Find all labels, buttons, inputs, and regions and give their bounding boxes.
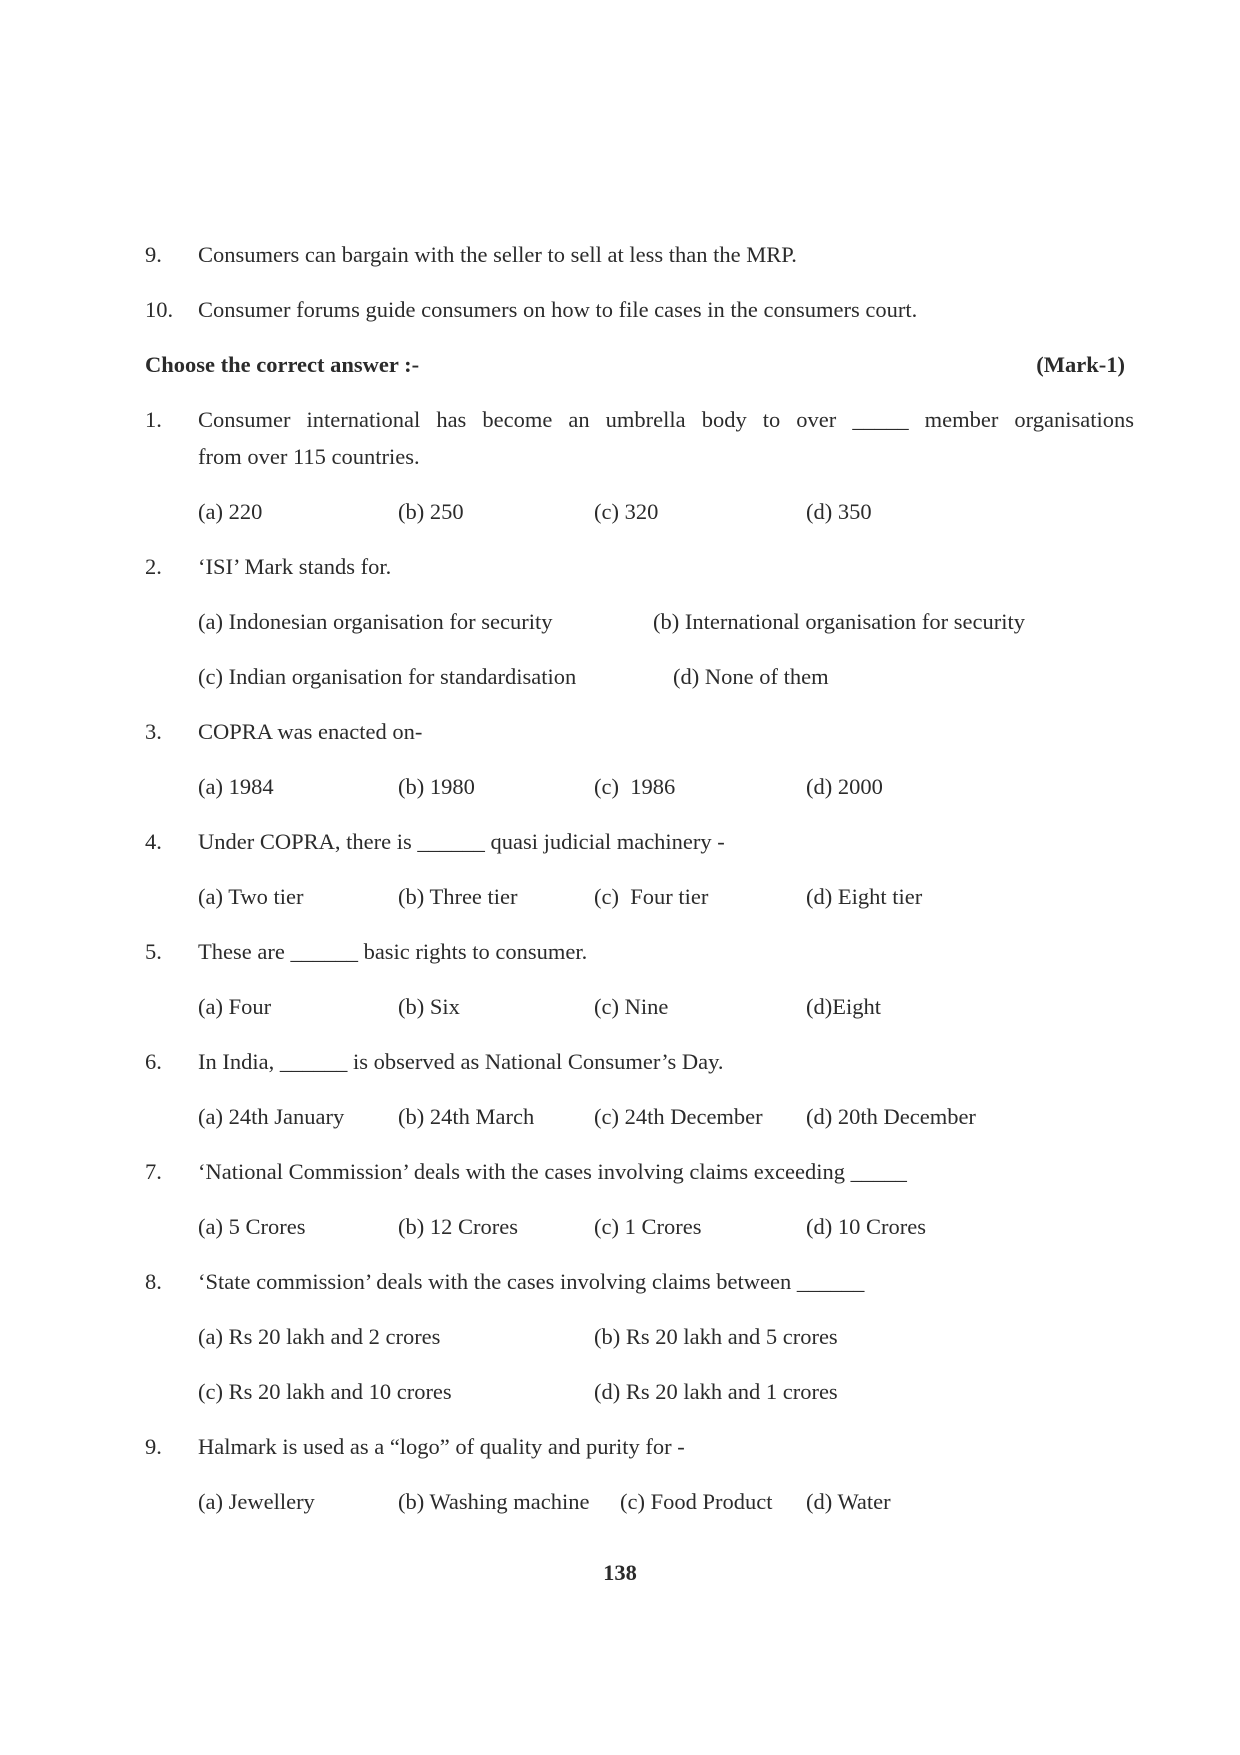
- section-marks: (Mark-1): [1036, 352, 1125, 377]
- statement-text: Consumer forums guide consumers on how to file cases in the consumers court.: [198, 297, 918, 322]
- option-c: (c) Rs 20 lakh and 10 crores: [198, 1379, 452, 1404]
- option-c: (c) Food Product: [620, 1489, 773, 1514]
- question-number: 2.: [145, 554, 162, 579]
- option-a: (a) Rs 20 lakh and 2 crores: [198, 1324, 441, 1349]
- statement-text: Consumers can bargain with the seller to sell at less than the MRP.: [198, 242, 797, 267]
- option-d: (d) 10 Crores: [806, 1214, 926, 1239]
- option-c: (c) Nine: [594, 994, 669, 1019]
- option-d: (d)Eight: [806, 994, 881, 1019]
- option-d: (d) 2000: [806, 774, 883, 799]
- option-b: (b) Three tier: [398, 884, 518, 909]
- question-text-continued: from over 115 countries.: [198, 444, 420, 469]
- option-c: (c) 1 Crores: [594, 1214, 702, 1239]
- question-text: ‘ISI’ Mark stands for.: [198, 554, 392, 579]
- page-number: 138: [603, 1560, 637, 1585]
- option-a: (a) 1984: [198, 774, 274, 799]
- option-b: (b) 12 Crores: [398, 1214, 518, 1239]
- question-text: Consumer international has become an umbrella body to over _____ member organisations: [198, 407, 1134, 432]
- option-c: (c) Indian organisation for standardisation: [198, 664, 577, 689]
- question-number: 8.: [145, 1269, 162, 1294]
- question-number: 5.: [145, 939, 162, 964]
- option-c: (c) 320: [594, 499, 659, 524]
- option-d: (d) Water: [806, 1489, 891, 1514]
- question-text: These are ______ basic rights to consumer.: [198, 939, 588, 964]
- question-text: In India, ______ is observed as National Consumer’s Day.: [198, 1049, 724, 1074]
- option-d: (d) 350: [806, 499, 872, 524]
- option-a: (a) 24th January: [198, 1104, 345, 1129]
- option-b: (b) International organisation for security: [653, 609, 1025, 634]
- option-d: (d) 20th December: [806, 1104, 976, 1129]
- option-a: (a) Four: [198, 994, 272, 1019]
- question-number: 1.: [145, 407, 162, 432]
- question-text: Halmark is used as a “logo” of quality and purity for -: [198, 1434, 685, 1459]
- statement-number: 10.: [145, 297, 174, 322]
- question-text: Under COPRA, there is ______ quasi judicial machinery -: [198, 829, 725, 854]
- option-b: (b) Rs 20 lakh and 5 crores: [594, 1324, 838, 1349]
- option-c: (c) 1986: [594, 774, 676, 799]
- section-heading: Choose the correct answer :-: [145, 352, 420, 377]
- question-number: 7.: [145, 1159, 162, 1184]
- option-a: (a) 220: [198, 499, 263, 524]
- option-c: (c) Four tier: [594, 884, 709, 909]
- question-number: 4.: [145, 829, 162, 854]
- question-text: ‘National Commission’ deals with the cases involving claims exceeding _____: [198, 1159, 907, 1184]
- option-a: (a) Jewellery: [198, 1489, 315, 1514]
- question-text: ‘State commission’ deals with the cases involving claims between ______: [198, 1269, 865, 1294]
- option-a: (a) Two tier: [198, 884, 304, 909]
- statement-number: 9.: [145, 242, 162, 267]
- option-b: (b) Washing machine: [398, 1489, 590, 1514]
- option-a: (a) 5 Crores: [198, 1214, 306, 1239]
- option-d: (d) Rs 20 lakh and 1 crores: [594, 1379, 838, 1404]
- question-number: 9.: [145, 1434, 162, 1459]
- option-d: (d) Eight tier: [806, 884, 923, 909]
- option-b: (b) 1980: [398, 774, 475, 799]
- option-a: (a) Indonesian organisation for security: [198, 609, 553, 634]
- option-b: (b) 24th March: [398, 1104, 535, 1129]
- question-number: 6.: [145, 1049, 162, 1074]
- option-d: (d) None of them: [673, 664, 829, 689]
- option-b: (b) Six: [398, 994, 460, 1019]
- question-number: 3.: [145, 719, 162, 744]
- option-c: (c) 24th December: [594, 1104, 763, 1129]
- question-text: COPRA was enacted on-: [198, 719, 423, 744]
- option-b: (b) 250: [398, 499, 464, 524]
